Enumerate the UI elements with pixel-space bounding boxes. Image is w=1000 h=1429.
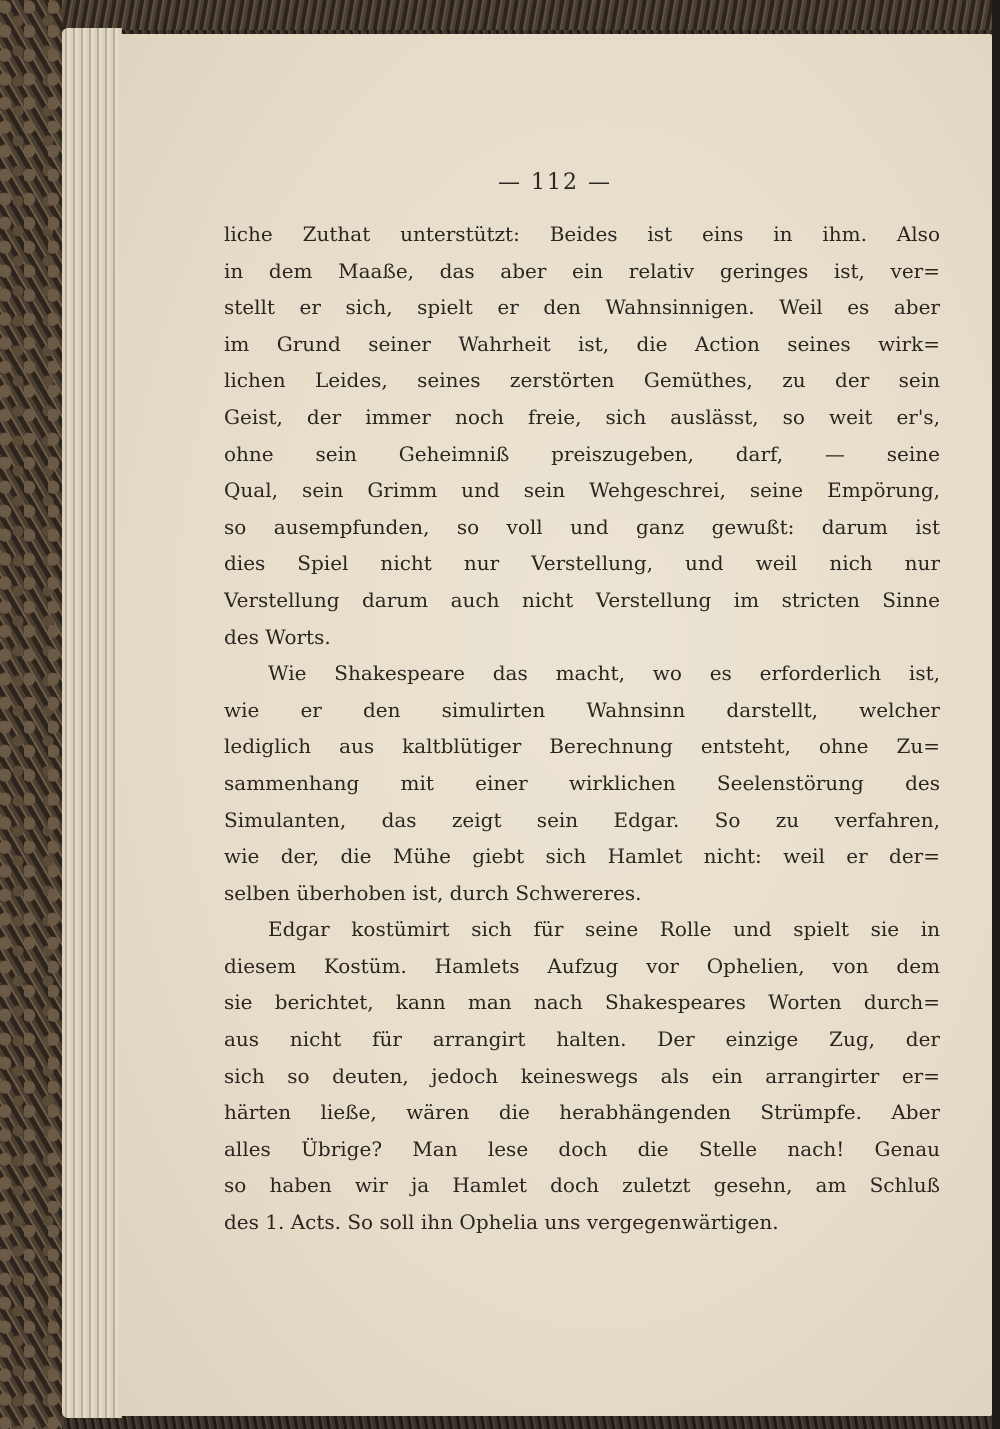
text-line: so haben wir ja Hamlet doch zuletzt gesehn, am Schluß	[224, 1173, 940, 1198]
text-line: lichen Leides, seines zerstörten Gemüthes, zu der sein	[224, 368, 940, 393]
text-line: stellt er sich, spielt er den Wahnsinnigen. Weil es aber	[224, 295, 940, 320]
text-line: alles Übrige? Man lese doch die Stelle nach! Genau	[224, 1136, 940, 1161]
text-line: härten ließe, wären die herabhängenden Strümpfe. Aber	[224, 1100, 940, 1125]
text-line: des 1. Acts. So soll ihn Ophelia uns vergegenwärtigen.	[224, 1210, 779, 1235]
text-line: Geist, der immer noch freie, sich auslässt, so weit er's,	[224, 404, 940, 429]
page-edges	[62, 28, 122, 1418]
text-line: wie er den simulirten Wahnsinn darstellt, welcher	[224, 697, 940, 722]
body-text	[224, 216, 940, 1241]
text-line: Wie Shakespeare das macht, wo es erforderlich ist,	[268, 661, 940, 686]
book-cover-right	[992, 0, 1000, 1429]
text-line: in dem Maaße, das aber ein relativ geringes ist, ver=	[224, 258, 940, 283]
text-line: lediglich aus kaltblütiger Berechnung entsteht, ohne Zu=	[224, 734, 940, 759]
text-line: so ausempfunden, so voll und ganz gewußt: darum ist	[224, 514, 940, 539]
text-line: Edgar kostümirt sich für seine Rolle und spielt sie in	[268, 917, 940, 942]
text-line: selben überhoben ist, durch Schwereres.	[224, 880, 642, 905]
text-line: sie berichtet, kann man nach Shakespeares Worten durch=	[224, 990, 940, 1015]
text-line: sich so deuten, jedoch keineswegs als ein arrangirter er=	[224, 1063, 940, 1088]
text-line: wie der, die Mühe giebt sich Hamlet nicht: weil er der=	[224, 844, 940, 869]
text-line: aus nicht für arrangirt halten. Der einzige Zug, der	[224, 1027, 940, 1052]
text-line: Qual, sein Grimm und sein Wehgeschrei, seine Empörung,	[224, 478, 940, 503]
text-line: ohne sein Geheimniß preiszugeben, darf, — seine	[224, 441, 940, 466]
text-line: Simulanten, das zeigt sein Edgar. So zu verfahren,	[224, 807, 940, 832]
text-line: im Grund seiner Wahrheit ist, die Action seines wirk=	[224, 331, 940, 356]
text-line: Verstellung darum auch nicht Verstellung im stricten Sinne	[224, 587, 940, 612]
text-line: liche Zuthat unterstützt: Beides ist eins in ihm. Also	[224, 222, 940, 246]
book-cover-marbled	[0, 0, 62, 1429]
book-cover-top	[0, 0, 1000, 30]
text-line: des Worts.	[224, 624, 331, 649]
text-line: diesem Kostüm. Hamlets Aufzug vor Ophelien, von dem	[224, 953, 940, 978]
text-line: dies Spiel nicht nur Verstellung, und weil nich nur	[224, 551, 940, 576]
text-line: sammenhang mit einer wirklichen Seelenstörung des	[224, 770, 940, 795]
page-number: — 112 —	[498, 170, 612, 195]
